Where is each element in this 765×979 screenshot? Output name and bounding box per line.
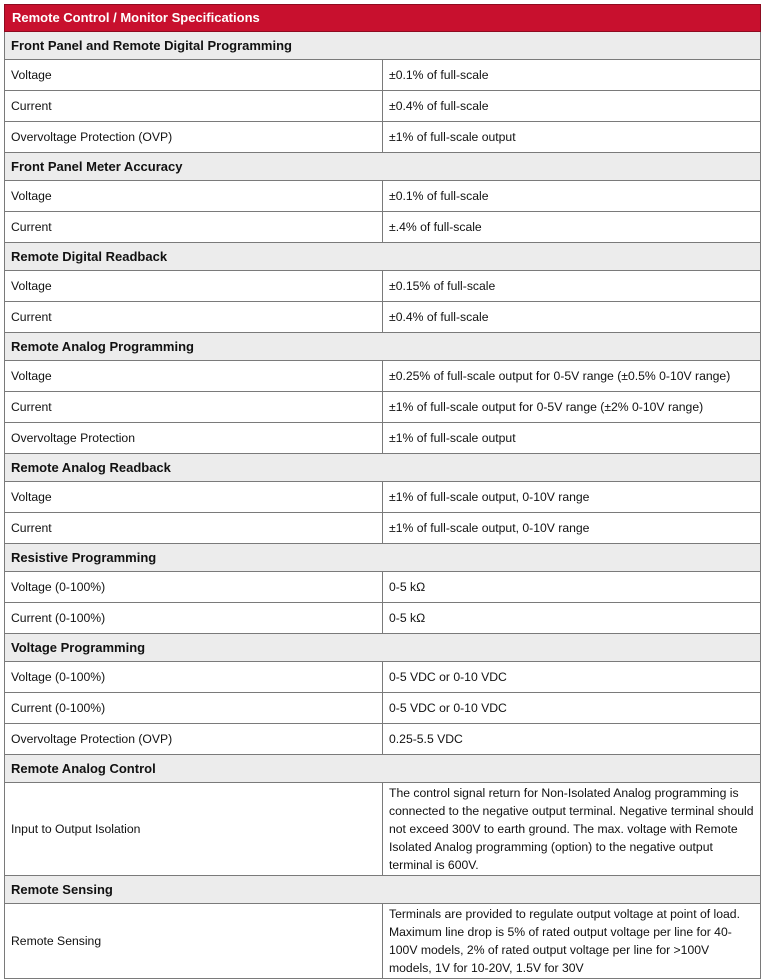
spec-value: Terminals are provided to regulate output voltage at point of load. Maximum line drop is 5% of rated output voltage per line for 40-100V models, 2% of rated output voltage per line for >100V models, 1V for 10-20V, 1.5V for 30V: [383, 904, 761, 979]
table-row: [5, 662, 761, 693]
section-heading: Remote Sensing: [5, 876, 761, 904]
section-heading: Front Panel Meter Accuracy: [5, 153, 761, 181]
spec-label: Voltage: [5, 361, 383, 392]
spec-label: Overvoltage Protection: [5, 423, 383, 454]
table-row: [5, 904, 761, 979]
section-header-row: [5, 634, 761, 662]
spec-label: Voltage: [5, 60, 383, 91]
spec-label: Current (0-100%): [5, 603, 383, 634]
spec-value: ±0.15% of full-scale: [383, 271, 761, 302]
table-row: [5, 603, 761, 634]
table-row: [5, 513, 761, 544]
section-header-row: [5, 333, 761, 361]
spec-table: [4, 4, 761, 979]
section-header-row: [5, 32, 761, 60]
section-heading: Remote Analog Readback: [5, 454, 761, 482]
spec-value: 0-5 VDC or 0-10 VDC: [383, 662, 761, 693]
table-row: [5, 91, 761, 122]
table-row: [5, 482, 761, 513]
spec-value: ±0.1% of full-scale: [383, 181, 761, 212]
spec-value: ±1% of full-scale output: [383, 423, 761, 454]
table-row: [5, 783, 761, 876]
title-row: [5, 5, 761, 32]
spec-label: Voltage (0-100%): [5, 572, 383, 603]
spec-label: Current: [5, 91, 383, 122]
section-heading: Remote Analog Control: [5, 755, 761, 783]
spec-value: ±0.1% of full-scale: [383, 60, 761, 91]
spec-label: Current (0-100%): [5, 693, 383, 724]
spec-value: 0-5 kΩ: [383, 603, 761, 634]
section-header-row: [5, 454, 761, 482]
section-header-row: [5, 153, 761, 181]
table-row: [5, 392, 761, 423]
spec-value: ±1% of full-scale output, 0-10V range: [383, 482, 761, 513]
spec-value: ±0.25% of full-scale output for 0-5V range (±0.5% 0-10V range): [383, 361, 761, 392]
table-row: [5, 181, 761, 212]
spec-value: ±.4% of full-scale: [383, 212, 761, 243]
spec-value: 0.25-5.5 VDC: [383, 724, 761, 755]
spec-label: Input to Output Isolation: [5, 783, 383, 876]
table-row: [5, 724, 761, 755]
table-title: Remote Control / Monitor Specifications: [5, 5, 761, 32]
table-row: [5, 693, 761, 724]
spec-value: ±0.4% of full-scale: [383, 91, 761, 122]
table-row: [5, 302, 761, 333]
spec-value: 0-5 kΩ: [383, 572, 761, 603]
section-header-row: [5, 243, 761, 271]
table-row: [5, 423, 761, 454]
spec-table-body: [5, 5, 761, 979]
spec-label: Current: [5, 212, 383, 243]
spec-value: ±0.4% of full-scale: [383, 302, 761, 333]
section-header-row: [5, 876, 761, 904]
table-row: [5, 212, 761, 243]
section-heading: Remote Analog Programming: [5, 333, 761, 361]
spec-label: Overvoltage Protection (OVP): [5, 122, 383, 153]
section-header-row: [5, 544, 761, 572]
spec-value: The control signal return for Non-Isolated Analog programming is connected to the negative output terminal. Negative terminal should not exceed 300V to earth ground. The max. voltage with Remote Isolated Analog programming (option) to the negative output terminal is 600V.: [383, 783, 761, 876]
table-row: [5, 271, 761, 302]
spec-label: Remote Sensing: [5, 904, 383, 979]
table-row: [5, 122, 761, 153]
section-heading: Front Panel and Remote Digital Programming: [5, 32, 761, 60]
spec-value: 0-5 VDC or 0-10 VDC: [383, 693, 761, 724]
spec-label: Voltage: [5, 482, 383, 513]
spec-label: Overvoltage Protection (OVP): [5, 724, 383, 755]
section-heading: Resistive Programming: [5, 544, 761, 572]
spec-value: ±1% of full-scale output for 0-5V range (±2% 0-10V range): [383, 392, 761, 423]
spec-value: ±1% of full-scale output, 0-10V range: [383, 513, 761, 544]
spec-label: Voltage: [5, 271, 383, 302]
section-header-row: [5, 755, 761, 783]
section-heading: Voltage Programming: [5, 634, 761, 662]
spec-label: Current: [5, 513, 383, 544]
spec-label: Current: [5, 392, 383, 423]
spec-value: ±1% of full-scale output: [383, 122, 761, 153]
table-row: [5, 60, 761, 91]
spec-label: Current: [5, 302, 383, 333]
table-row: [5, 361, 761, 392]
table-row: [5, 572, 761, 603]
spec-label: Voltage: [5, 181, 383, 212]
spec-label: Voltage (0-100%): [5, 662, 383, 693]
section-heading: Remote Digital Readback: [5, 243, 761, 271]
spec-document: [4, 4, 761, 979]
